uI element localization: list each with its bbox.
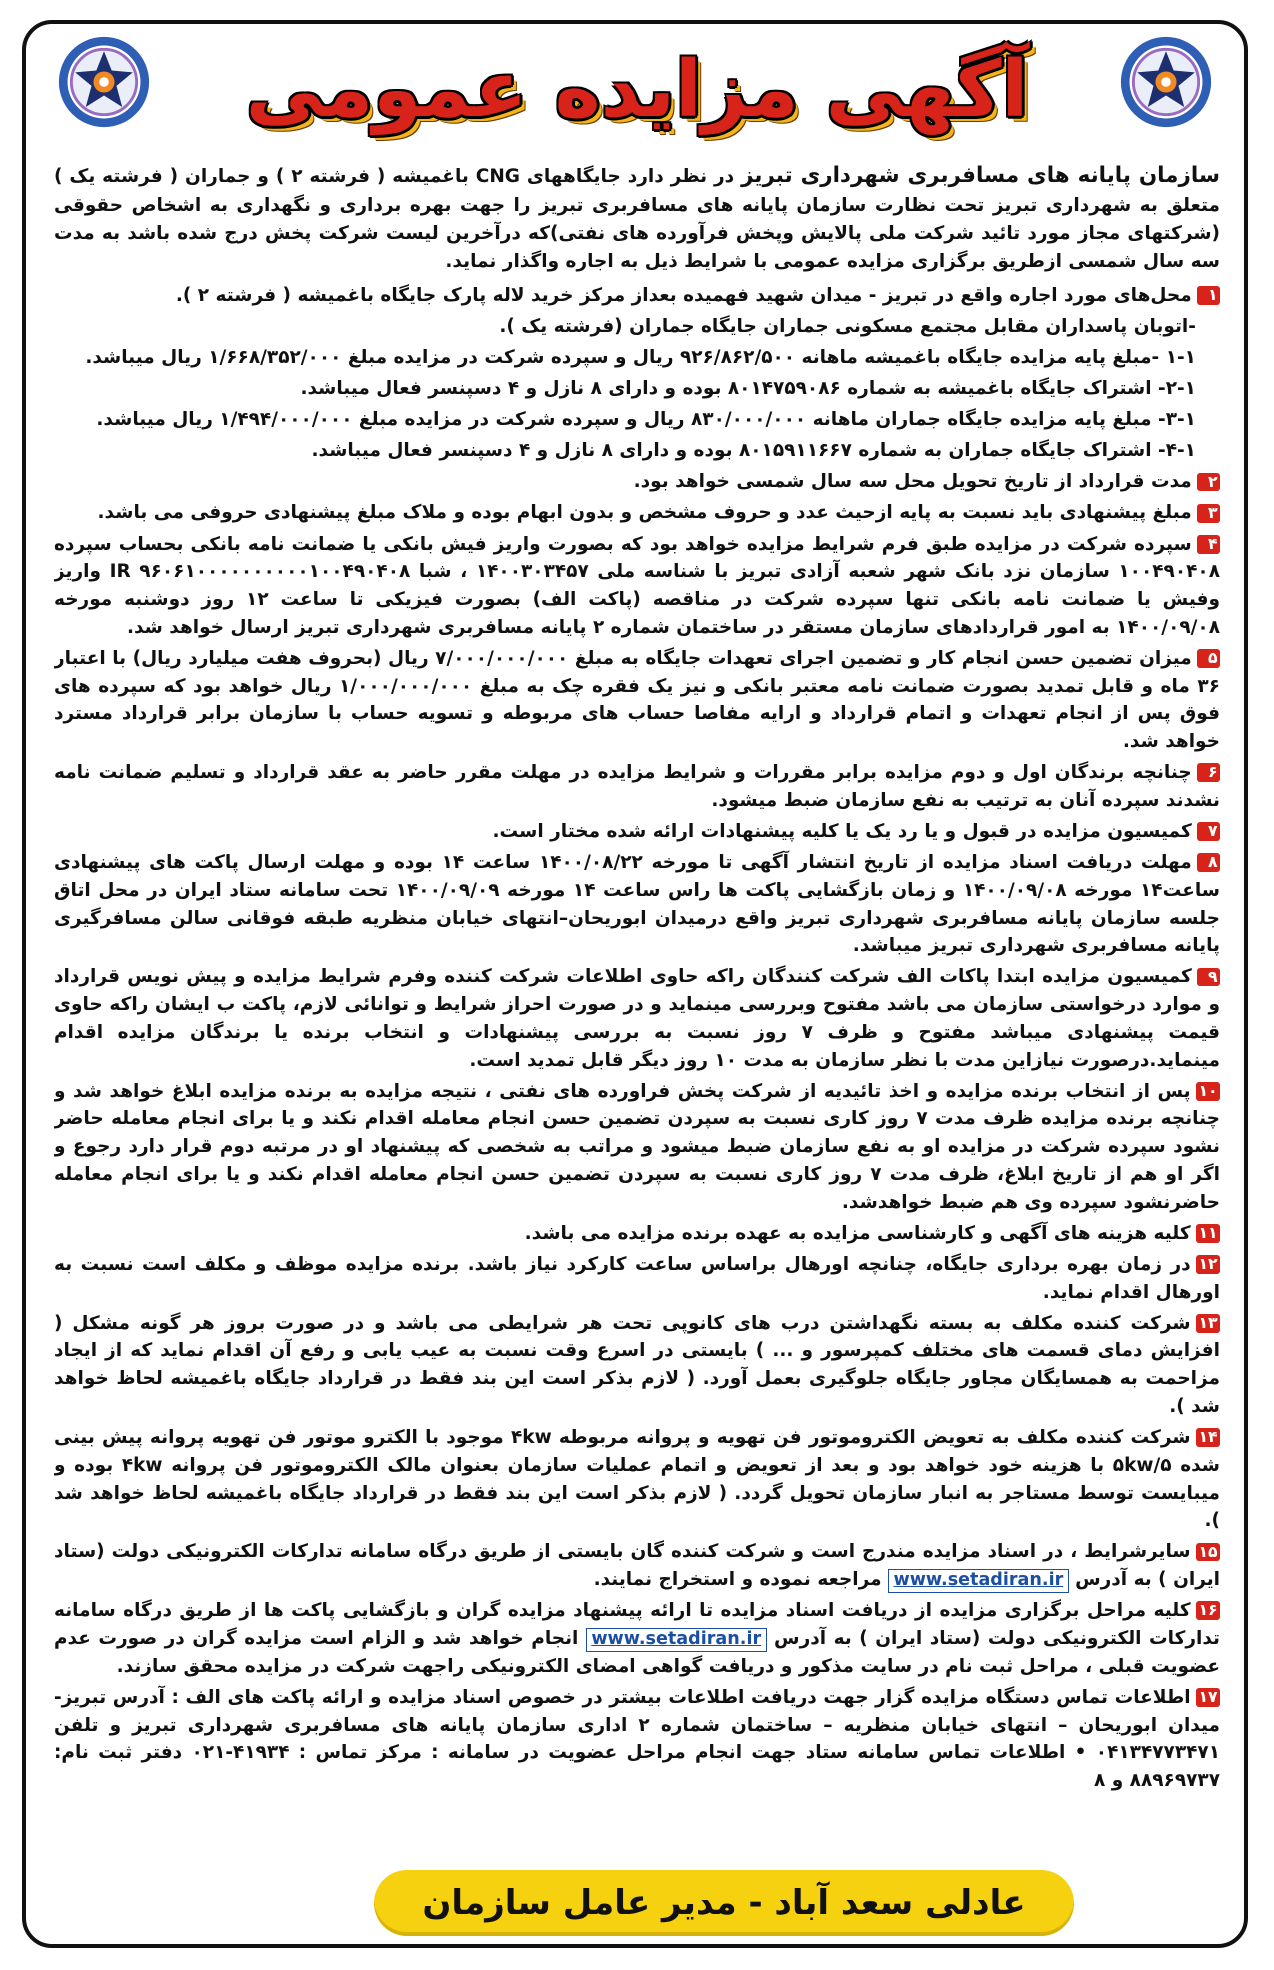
condition-item-6 (54, 759, 1220, 815)
sub-item: -اتوبان پاسداران مقابل مجتمع مسکونی جماران جایگاه جماران (فرشته یک ). (499, 315, 1196, 337)
item-text: کلیه هزینه های آگهی و کارشناسی مزایده به عهده برنده مزایده می باشد. (524, 1222, 1191, 1244)
signature-text: عادلی سعد آباد - مدیر عامل سازمان (422, 1883, 1026, 1923)
item-text-after: انجام خواهد شد و الزام است مزایده گران در صورت عدم عضویت قبلی ، مراحل ثبت نام در سایت مذکور و دریافت گواهی امضای الکترونیکی راجهت شرکت در مزایده محقق سازند. (54, 1627, 1220, 1677)
setadiran-link: www.setadiran.ir (888, 1569, 1069, 1593)
organization-logo-icon (1118, 34, 1214, 130)
item-number-badge: ۱۴ (1196, 1428, 1220, 1447)
sub-item: ۴-۱- اشتراک جایگاه جماران به شماره ۸۰۱۵۹۱۱۶۶۷ بوده و دارای ۸ نازل و ۴ دسپنسر فعال میباشد. (311, 440, 1196, 462)
condition-item-8 (54, 849, 1220, 960)
condition-item-15 (54, 1538, 1220, 1594)
signature-banner (374, 1870, 1074, 1936)
item-number-badge: ۱۷ (1196, 1688, 1220, 1707)
item-number-badge: ۱۱ (1196, 1224, 1220, 1243)
condition-item-4 (54, 531, 1220, 642)
condition-item-16 (54, 1597, 1220, 1680)
item-number-badge: ۱۵ (1196, 1543, 1220, 1562)
item-number-badge: ۳ (1197, 504, 1220, 523)
condition-item-12 (54, 1251, 1220, 1307)
notice-body (54, 160, 1220, 1858)
item-number-badge: ۴ (1197, 535, 1220, 554)
intro-lead: سازمان پایانه های مسافربری شهرداری تبریز (741, 163, 1220, 188)
item-text: سپرده شرکت در مزایده طبق فرم شرایط مزایده خواهد بود که بصورت واریز فیش بانکی یا ضمانت نامه بانکی بحساب سپرده ۱۰۰۴۹۰۴۰۸ سازمان نزد بانک شهر شعبه آزادی تبریز با شناسه ملی ۱۴۰۰۳۰۳۴۵۷ ، شبا IR ۹۶۰۶۱۰۰۰۰۰۰۰۰۰۰۱۰۰۴۹۰۴۰۸ واریز وفیش یا ضمانت نامه بانکی تنها سپرده شرکت در مناقصه (پاکت الف) بصورت فیزیکی تا ساعت ۱۲ روز دوشنبه مورخه ۱۴۰۰/۰۹/۰۸ به امور قراردادهای سازمان مستقر در ساختمان شماره ۲ پایانه مسافربری شهرداری تبریز ارسال خواهد شد. (54, 533, 1220, 638)
condition-item-5 (54, 645, 1220, 756)
condition-item-7 (54, 818, 1220, 846)
item-text: کمیسیون مزایده ابتدا پاکات الف شرکت کنندگان راکه حاوی اطلاعات شرکت کننده وفرم شرایط مزایده و پیش نویس قرارداد و موارد درخواستی سازمان می باشد مفتوح وبررسی مینماید و در صورت احراز شرایط و توانائی لازم، پاکت ب ایشان راکه حاوی قیمت پیشنهادی میباشد مفتوح و ظرف ۷ روز نسبت به بررسی پیشنهادات و انتخاب برنده یا برندگان مزایده اقدام مینماید.درصورت نیازاین مدت با نظر سازمان به مدت ۱۰ روز دیگر قابل تمدید است. (54, 966, 1220, 1071)
item-text: چنانچه برندگان اول و دوم مزایده برابر مقررات و شرایط مزایده در مهلت مقرر حاضر به عقد قرارداد و تسلیم ضمانت نامه نشدند سپرده آنان به ترتیب به نفع سازمان ضبط میشود. (54, 762, 1220, 811)
condition-item-14 (54, 1424, 1220, 1535)
item-text: اطلاعات تماس دستگاه مزایده گزار جهت دریافت اطلاعات بیشتر در خصوص اسناد مزایده و ارائه پاکت های الف : آدرس تبریز-میدان ابوریحان – انتهای خیابان منظریه – ساختمان شماره ۲ اداری سازمان پایانه های مسافربری شهرداری تبریز و تلفن ۰۴۱۳۴۷۷۳۴۷۱ • اطلاعات تماس سامانه ستاد جهت انجام مراحل عضویت در سامانه : مرکز تماس : ۴۱۹۳۴-۰۲۱ دفتر ثبت نام: ۸۸۹۶۹۷۳۷ و ۸ (54, 1686, 1220, 1792)
item-number-badge: ۵ (1197, 649, 1220, 668)
condition-item-9 (54, 963, 1220, 1074)
intro-body: در نظر دارد جایگاههای CNG باغمیشه ( فرشته ۲ ) و جماران ( فرشته یک ) متعلق به شهرداری تبریز تحت نظارت سازمان پایانه های مسافربری تبریز را جهت بهره برداری و نگهداری به اشخاص حقوقی (شرکتهای مجاز مورد تائید شرکت ملی پالایش وپخش فرآورده های نفتی)که درآخرین لیست شرکت پخش درج شده باشد به مدت سه سال شمسی ازطریق برگزاری مزایده عمومی با شرایط ذیل به اجاره واگذار نماید. (54, 166, 1220, 272)
sub-item: ۲-۱- اشتراک جایگاه باغمیشه به شماره ۸۰۱۴۷۵۹۰۸۶ بوده و دارای ۸ نازل و ۴ دسپنسر فعال میباشد. (300, 378, 1196, 400)
item-number-badge: ۶ (1197, 763, 1220, 782)
item-text: محل‌های مورد اجاره واقع در تبریز - میدان شهید فهمیده بعداز مرکز خرید لاله پارک جایگاه باغمیشه ( فرشته ۲ ). (175, 284, 1192, 306)
item-text-after: مراجعه نموده و استخراج نمایند. (593, 1569, 882, 1591)
condition-item-3 (54, 499, 1220, 527)
item-text: مدت قرارداد از تاریخ تحویل محل سه سال شمسی خواهد بود. (633, 471, 1192, 493)
condition-item-10 (54, 1078, 1220, 1217)
page-title: آگهی مزایده عمومی (245, 45, 1029, 135)
condition-item-11 (54, 1220, 1220, 1248)
organization-logo-icon (56, 34, 152, 130)
item-number-badge: ۲ (1197, 473, 1220, 492)
organization-logo-right (1118, 34, 1214, 130)
item-text: مبلغ پیشنهادی باید نسبت به پایه ازحیث عدد و حروف مشخص و بدون ابهام بوده و ملاک مبلغ پیشنهادی حروفی می باشد. (97, 502, 1192, 524)
sub-item: ۱-۱ -مبلغ پایه مزایده جایگاه باغمیشه ماهانه ۹۲۶/۸۶۲/۵۰۰ ریال و سپرده شرکت در مزایده مبلغ ۱/۶۶۸/۳۵۲/۰۰۰ ریال میباشد. (85, 347, 1196, 369)
condition-item-17 (54, 1684, 1220, 1795)
item-number-badge: ۱ (1197, 286, 1220, 305)
item-number-badge: ۱۳ (1196, 1314, 1220, 1333)
item-text: کلیه مراحل برگزاری مزایده از دریافت اسناد مزایده تا ارائه پیشنهاد مزایده گران و بازگشایی پاکت ها از طریق درگاه سامانه تدارکات الکترونیکی دولت (ستاد ایران ) به آدرس (54, 1600, 1220, 1649)
item-text: در زمان بهره برداری جایگاه، چنانچه اورهال براساس ساعت کارکرد نیاز باشد. برنده مزایده موظف و مکلف است نسبت به اورهال اقدام نماید. (54, 1253, 1220, 1303)
item-text: سایرشرایط ، در اسناد مزایده مندرج است و شرکت کننده گان بایستی از طریق درگاه سامانه تدارکات الکترونیکی دولت (ستاد ایران ) به آدرس (54, 1541, 1220, 1591)
item-text: شرکت کننده مکلف به بسته نگهداشتن درب های کانوپی تحت هر شرایطی می باشد و در صورت بروز هر گونه مشکل ( افزایش دمای قسمت های مختلف کمپرسور و ... ) بایستی در اسرع وقت نسبت به عیب یابی و رفع آن اقدام نماید که از ایجاد مزاحمت به همسایگان مجاور جایگاه جلوگیری بعمل آورد. ( لازم بذکر است این بند فقط در قرارداد جایگاه باغمیشه لحاظ خواهد شد ). (54, 1312, 1220, 1417)
item-text: کمیسیون مزایده در قبول و یا رد یک یا کلیه پیشنهادات ارائه شده مختار است. (492, 821, 1192, 842)
item-number-badge: ۱۰ (1196, 1082, 1220, 1101)
item-text: شرکت کننده مکلف به تعویض الکتروموتور فن تهویه و پروانه مربوطه ۴kw موجود با الکترو موتور فن تهویه پروانه پیش بینی شده ۵kw/۵ با هزینه خود خواهد بود و بعد از تعویض و اتمام عملیات سازمان بعنوان مالک الکتروموتور فن پروانه ۴kw بوده و میبایست توسط مستاجر به انبار سازمان تحویل گردد. ( لازم بذکر است این بند فقط در قرارداد جایگاه باغمیشه لحاظ خواهد شد ). (54, 1427, 1220, 1532)
setadiran-link: www.setadiran.ir (586, 1628, 767, 1652)
sub-item: ۳-۱- مبلغ پایه مزایده جایگاه جماران ماهانه ۸۳۰/۰۰۰/۰۰۰ ریال و سپرده شرکت در مزایده مبلغ ۱/۴۹۴/۰۰۰/۰۰۰ ریال میباشد. (96, 409, 1196, 431)
item-text: پس از انتخاب برنده مزایده و اخذ تائیدیه از شرکت پخش فراورده های نفتی ، نتیجه مزایده به برنده مزایده ابلاغ خواهد شد و چنانچه برنده مزایده ظرف مدت ۷ روز کاری نسبت به سپردن تضمین حسن انجام معامله اقدام نکند و یا برای انجام معامله حاضر نشود سپرده شرکت در مزایده او به نفع سازمان ضبط میشود و مراتب به شخصی که پیشنهاد او در مرتبه دوم قرار دارد رجوع و اگر او هم از تاریخ ابلاغ، ظرف مدت ۷ روز کاری نسبت به سپردن تضمین حسن انجام معامله اقدام نکند و یا برای انجام معامله حاضرنشود سپرده وی هم ضبط خواهدشد. (54, 1080, 1220, 1213)
item-text: مهلت دریافت اسناد مزایده از تاریخ انتشار آگهی تا مورخه ۱۴۰۰/۰۸/۲۲ ساعت ۱۴ بوده و مهلت ارسال پاکت های پیشنهادی ساعت۱۴ مورخه ۱۴۰۰/۰۹/۰۸ و زمان بازگشایی پاکت ها راس ساعت ۱۴ مورخه ۱۴۰۰/۰۹/۰۹ تحت سامانه ستاد ایران در محل اتاق جلسه سازمان پایانه مسافربری شهرداری تبریز واقع درمیدان ابوریحان–انتهای خیابان منظریه طبقه فوقانی سالن مسافرگیری پایانه مسافربری شهرداری تبریز میباشد. (54, 852, 1220, 957)
condition-item-13 (54, 1310, 1220, 1421)
intro-paragraph (54, 160, 1220, 275)
condition-item-2 (54, 468, 1220, 496)
item-number-badge: ۹ (1197, 968, 1220, 987)
item-number-badge: ۱۲ (1196, 1255, 1220, 1274)
item-text: میزان تضمین حسن انجام کار و تضمین اجرای تعهدات جایگاه به مبلغ ۷/۰۰۰/۰۰۰/۰۰۰ ریال (بحروف هفت میلیارد ریال) با اعتبار ۳۶ ماه و قابل تمدید بصورت ضمانت نامه معتبر بانکی و نیز یک فقره چک به مبلغ ۱/۰۰۰/۰۰۰/۰۰۰ ریال خواهد بود که سپرده های فوق پس از انجام تعهدات و اتمام قرارداد و ارایه مفاصا حساب های مربوطه و تسویه حساب با سازمان برابر قرارداد مسترد خواهد شد. (54, 647, 1220, 753)
condition-item-1 (54, 282, 1220, 310)
item-number-badge: ۷ (1197, 822, 1220, 841)
item-number-badge: ۱۶ (1196, 1601, 1220, 1620)
item-number-badge: ۸ (1197, 853, 1220, 872)
organization-logo-left (56, 34, 152, 130)
